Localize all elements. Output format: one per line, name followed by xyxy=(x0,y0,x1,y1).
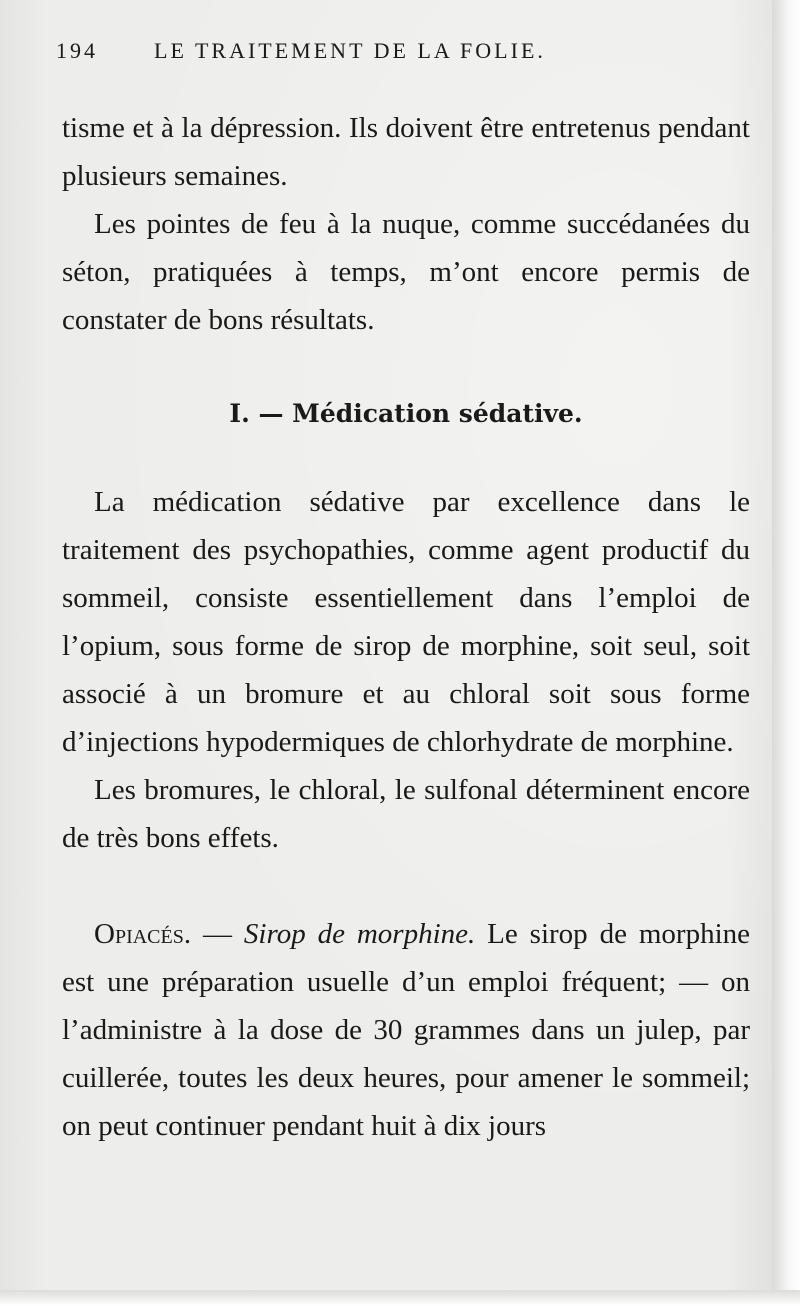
opiaces-text: Le sirop de morphine est une préparation usuelle d’un emploi fréquent; — on l’administre à la dose de 30 grammes dans un julep, par cuillerée, toutes les deux heures, pour amener le sommeil; on peut continuer pendant huit à dix jours xyxy=(62,918,750,1142)
opiaces-dash: — xyxy=(191,918,244,950)
body-text xyxy=(62,104,750,1150)
paragraph-opiaces xyxy=(62,910,750,1150)
running-head xyxy=(56,38,746,74)
paragraph-medication-sedative: La médication sédative par excellence dans le traitement des psychopathies, comme agent productif du sommeil, consiste essentiellement dans l’emploi de l’opium, sous forme de sirop de morphine, soit seul, soit associé à un bromure et au chloral soit sous forme d’injections hypodermiques de chlorhydrate de morphine. xyxy=(62,486,750,758)
opiaces-lead: Opiacés. xyxy=(94,918,192,950)
page-bottom-edge xyxy=(0,1290,800,1306)
paragraph-spacer xyxy=(62,862,750,910)
sirop-de-morphine-title: Sirop de morphine. xyxy=(243,918,476,950)
page-number: 194 xyxy=(56,38,98,63)
page-right-edge xyxy=(772,0,800,1306)
paragraph-pointes-de-feu: Les pointes de feu à la nuque, comme succédanées du séton, pratiquées à temps, m’ont encore permis de constater de bons résultats. xyxy=(62,208,750,336)
running-title: LE TRAITEMENT DE LA FOLIE. xyxy=(154,38,546,63)
section-heading: I. — Médication sédative. xyxy=(229,399,583,428)
paragraph-bromures: Les bromures, le chloral, le sulfonal déterminent encore de très bons effets. xyxy=(62,774,750,854)
paragraph-continuation: tisme et à la dépression. Ils doivent être entretenus pendant plusieurs semaines. xyxy=(62,112,750,192)
